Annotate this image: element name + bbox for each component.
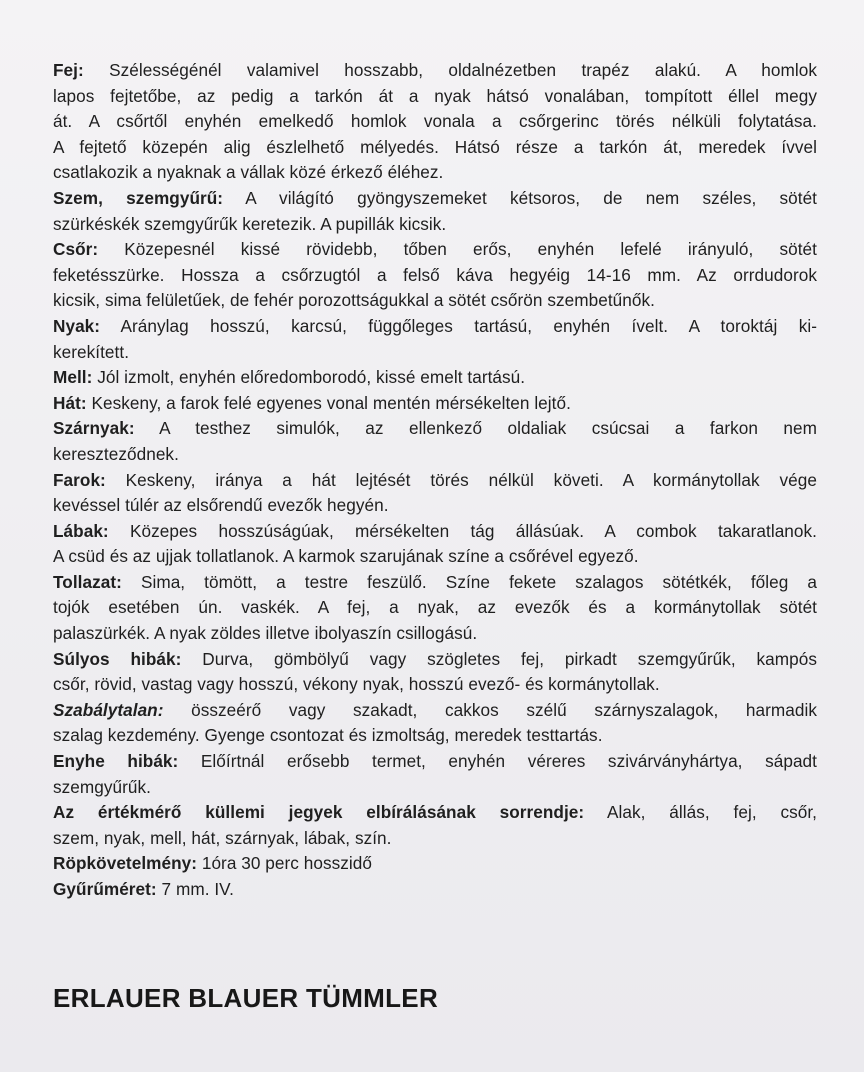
farok-line-1: Farok: Keskeny, iránya a hát lejtését törés nélkül követi. A kormánytollak vége — [53, 469, 817, 490]
nyak-line-1: Nyak: Aránylag hosszú, karcsú, függőleges tartású, enyhén ívelt. A toroktáj ki- — [53, 315, 817, 336]
szem-label: Szem, szemgyűrű: — [53, 187, 224, 208]
csor-line-3: kicsik, sima felületűek, de fehér porozottságukkal a sötét csőrön szembetűnők. — [53, 290, 655, 311]
nyak-line-2: kerekített. — [53, 341, 130, 362]
labak-label: Lábak: — [53, 520, 109, 541]
mell-label: Mell: — [53, 367, 93, 388]
gyuru-label: Gyűrűméret: — [53, 879, 157, 899]
fej-line-5: csatlakozik a nyaknak a vállak közé érkező éléhez. — [53, 162, 444, 183]
szarnyak-line-2: kereszteződnek. — [53, 443, 179, 464]
gyuru-line-1: Gyűrűméret: 7 mm. IV. — [53, 879, 234, 899]
breed-standard-text — [53, 58, 817, 903]
ropkov-line-1: Röpkövetelmény: 1óra 30 perc hosszidő — [53, 853, 373, 874]
fej-line-2: lapos fejtetőbe, az pedig a tarkón át a nyak hátsó vonalában, tompított éllel megy — [53, 85, 817, 106]
enyhe-label: Enyhe hibák: — [53, 751, 179, 772]
enyhe-line-2: szemgyűrűk. — [53, 776, 151, 797]
sulyos-label: Súlyos hibák: — [53, 648, 182, 669]
szem-line-1: Szem, szemgyűrű: A világító gyöngyszemeket kétsoros, de nem széles, sötét — [53, 187, 817, 208]
tollazat-label: Tollazat: — [53, 571, 122, 592]
csor-label: Csőr: — [53, 239, 99, 260]
sulyos-line-1: Súlyos hibák: Durva, gömbölyű vagy szögletes fej, pirkadt szemgyűrűk, kampós — [53, 648, 817, 669]
ropkov-label: Röpkövetelmény: — [53, 853, 198, 874]
tollazat-line-2: tojók esetében ún. vaskék. A fej, a nyak, az evezők és a kormánytollak sötét — [53, 597, 817, 618]
sorrend-label: Az értékmérő küllemi jegyek elbírálásának sorrendje: — [53, 802, 585, 823]
fej-line-3: át. A csőrtől enyhén emelkedő homlok vonala a csőrgerinc törés nélküli folytatása. — [53, 111, 817, 132]
tollazat-line-3: palaszürkék. A nyak zöldes illetve ibolyaszín csillogású. — [53, 623, 478, 644]
labak-line-2: A csüd és az ujjak tollatlanok. A karmok szarujának színe a csőrével egyező. — [53, 546, 639, 567]
csor-line-2: feketésszürke. Hossza a csőrzugtól a felső káva hegyéig 14-16 mm. Az orrdudorok — [53, 264, 817, 285]
breed-heading: ERLAUER BLAUER TÜMMLER — [53, 983, 439, 1013]
tollazat-line-1: Tollazat: Sima, tömött, a testre feszülő. Színe fekete szalagos sötétkék, főleg a — [53, 571, 817, 592]
fej-line-4: A fejtető közepén alig észlelhető mélyedés. Hátsó része a tarkón át, meredek ívvel — [53, 136, 817, 157]
labak-line-1: Lábak: Közepes hosszúságúak, mérsékelten tág állásúak. A combok takaratlanok. — [53, 520, 817, 541]
sorrend-line-1: Az értékmérő küllemi jegyek elbírálásának sorrendje: Alak, állás, fej, csőr, — [53, 802, 817, 823]
hat-line-1: Hát: Keskeny, a farok felé egyenes vonal mentén mérsékelten lejtő. — [53, 392, 571, 413]
hat-label: Hát: — [53, 392, 87, 413]
mell-line-1: Mell: Jól izmolt, enyhén előredomborodó, kissé emelt tartású. — [53, 367, 526, 388]
enyhe-line-1: Enyhe hibák: Előírtnál erősebb termet, enyhén véreres szivárványhártya, sápadt — [53, 751, 817, 772]
farok-label: Farok: — [53, 469, 106, 490]
nyak-label: Nyak: — [53, 315, 101, 336]
fej-line-1: Fej: Szélességénél valamivel hosszabb, oldalnézetben trapéz alakú. A homlok — [53, 60, 817, 80]
sulyos-line-2: csőr, rövid, vastag vagy hosszú, vékony nyak, hosszú evező- és kormánytollak. — [53, 674, 660, 695]
szem-line-2: szürkéskék szemgyűrűk keretezik. A pupillák kicsik. — [53, 213, 447, 234]
szabalytalan-label: Szabálytalan: — [53, 699, 164, 720]
szabalytalan-line-1: Szabálytalan: összeérő vagy szakadt, cakkos szélű szárnyszalagok, harmadik — [53, 699, 817, 720]
szarnyak-label: Szárnyak: — [53, 418, 135, 439]
fej-label: Fej: — [53, 60, 84, 80]
farok-line-2: kevéssel túlér az elsőrendű evezők hegyén. — [53, 495, 389, 516]
csor-line-1: Csőr: Közepesnél kissé rövidebb, tőben erős, enyhén lefelé irányuló, sötét — [53, 239, 817, 260]
szarnyak-line-1: Szárnyak: A testhez simulók, az ellenkező oldaliak csúcsai a farkon nem — [53, 418, 817, 439]
szabalytalan-line-2: szalag kezdemény. Gyenge csontozat és izmoltság, meredek testtartás. — [53, 725, 603, 746]
sorrend-line-2: szem, nyak, mell, hát, szárnyak, lábak, szín. — [53, 827, 392, 848]
